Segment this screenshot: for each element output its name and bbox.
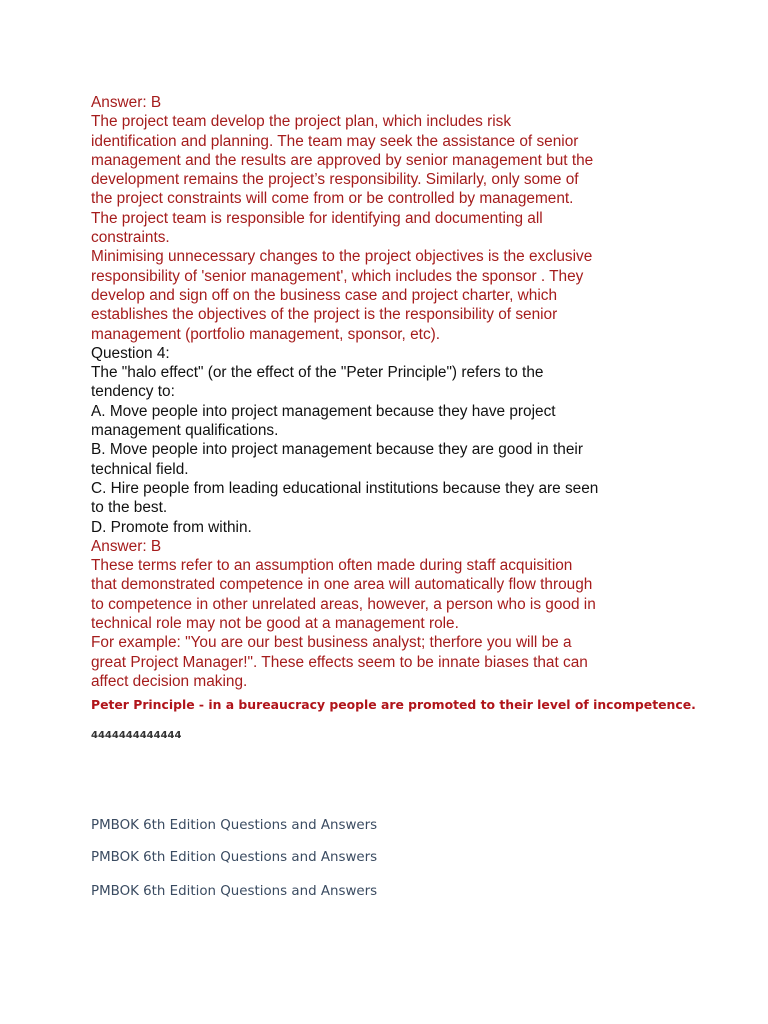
answer-1-line: development remains the project’s responsibility. Similarly, only some of [91,171,579,189]
answer-2-line: that demonstrated competence in one area will automatically flow through [91,576,593,594]
question-4-option-b: B. Move people into project management because they are good in their [91,441,583,459]
question-4-option-c: C. Hire people from leading educational institutions because they are seen [91,479,599,497]
question-4-option-d: D. Promote from within. [91,518,252,536]
answer-1-line: develop and sign off on the business case and project charter, which [91,286,558,304]
related-link-pmbok[interactable]: PMBOK 6th Edition Questions and Answers [91,818,378,833]
question-4-line: tendency to: [91,383,175,401]
number-line: 4444444444444 [91,730,182,741]
answer-1-line: constraints. [91,229,170,247]
question-4-option-a: A. Move people into project management because they have project [91,402,556,420]
answer-2-line: technical role may not be good at a management role. [91,615,459,633]
question-4-line: management qualifications. [91,422,279,440]
answer-1-line: management and the results are approved by senior management but the [91,151,594,169]
answer-1-line: The project team is responsible for identifying and documenting all [91,209,543,227]
question-4-heading: Question 4: [91,344,170,362]
question-4-line: to the best. [91,499,168,517]
answer-2-line: to competence in other unrelated areas, however, a person who is good in [91,595,596,613]
answer-1-label: Answer: B [91,94,162,111]
peter-principle-note: Peter Principle - in a bureaucracy people are promoted to their level of incompetence. [91,697,696,712]
answer-1-line: establishes the objectives of the project is the responsibility of senior [91,306,558,324]
answer-2-label: Answer: B [91,537,162,555]
question-4-line: The "halo effect" (or the effect of the "Peter Principle") refers to the [91,364,544,382]
answer-1-line: the project constraints will come from or be controlled by management. [91,190,574,208]
answer-1-line: management (portfolio management, sponsor, etc). [91,325,441,343]
related-link-pmbok[interactable]: PMBOK 6th Edition Questions and Answers [91,884,378,899]
answer-2-line: affect decision making. [91,672,248,690]
answer-2-line: These terms refer to an assumption often made during staff acquisition [91,557,573,575]
answer-2-line: great Project Manager!". These effects seem to be innate biases that can [91,653,588,671]
answer-1-line: responsibility of 'senior management', which includes the sponsor . They [91,267,584,285]
answer-1-line: Minimising unnecessary changes to the project objectives is the exclusive [91,248,593,266]
question-4-line: technical field. [91,460,189,478]
answer-2-line: For example: "You are our best business analyst; therfore you will be a [91,634,572,652]
answer-1-section [91,93,691,691]
answer-1-line: The project team develop the project plan, which includes risk [91,113,512,131]
related-link-pmbok[interactable]: PMBOK 6th Edition Questions and Answers [91,850,378,865]
answer-1-line: identification and planning. The team may seek the assistance of senior [91,132,579,150]
